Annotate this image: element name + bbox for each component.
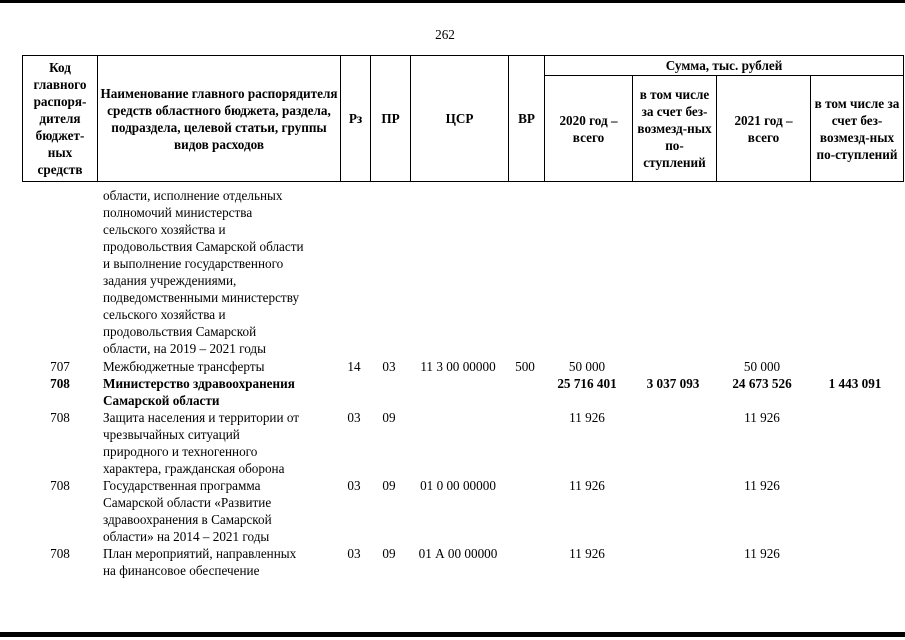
- row-pr: 03: [382, 359, 396, 374]
- continuation-line: продовольствия Самарской: [103, 324, 257, 339]
- continuation-line: сельского хозяйства и: [103, 307, 226, 322]
- header-code: Код главного распоря-дителя бюджет-ных средств: [23, 56, 98, 182]
- table-header: [22, 55, 904, 182]
- row-2020-total: 11 926: [569, 410, 605, 425]
- row-pr: 09: [382, 410, 396, 425]
- header-2020-total: 2020 год – всего: [545, 76, 633, 182]
- continuation-line: продовольствия Самарской области: [103, 239, 304, 254]
- row-code: 708: [50, 376, 70, 391]
- continuation-line: сельского хозяйства и: [103, 222, 226, 237]
- row-name: [103, 409, 337, 477]
- row-rz: 03: [347, 546, 361, 561]
- header-csr: ЦСР: [411, 56, 509, 182]
- continuation-text: [103, 187, 337, 357]
- header-2020-free: в том числе за счет без-возмезд-ных по-ступлений: [633, 76, 717, 182]
- row-2020-free: 3 037 093: [646, 376, 700, 391]
- top-rule: [0, 0, 905, 3]
- row-pr: 09: [382, 478, 396, 493]
- row-2021-total: 11 926: [744, 546, 780, 561]
- row-name-line: на финансовое обеспечение: [103, 563, 260, 578]
- row-2021-total: 11 926: [744, 478, 780, 493]
- row-code: 707: [50, 359, 70, 374]
- row-2020-total: 50 000: [568, 359, 606, 374]
- row-name-line: Самарской области «Развитие: [103, 495, 272, 510]
- header-2021-total: 2021 год – всего: [717, 76, 811, 182]
- row-2020-total: 11 926: [569, 546, 605, 561]
- header-sum: Сумма, тыс. рублей: [545, 56, 904, 76]
- row-rz: 03: [347, 478, 361, 493]
- continuation-line: области, на 2019 – 2021 годы: [103, 341, 266, 356]
- header-pr: ПР: [371, 56, 411, 182]
- row-name: [103, 477, 337, 545]
- row-2021-total: 24 673 526: [732, 376, 792, 391]
- row-name: [103, 375, 337, 409]
- row-name-line: Межбюджетные трансферты: [103, 359, 265, 374]
- row-rz: 14: [347, 359, 361, 374]
- row-name-line: природного и техногенного: [103, 444, 258, 459]
- row-code: 708: [50, 478, 70, 493]
- row-name-line: Самарской области: [103, 393, 220, 408]
- bottom-rule: [0, 632, 905, 637]
- row-2020-total: 11 926: [569, 478, 605, 493]
- row-name: [103, 545, 337, 579]
- row-2021-free: 1 443 091: [828, 376, 882, 391]
- row-2021-total: 11 926: [744, 410, 780, 425]
- row-name-line: области» на 2014 – 2021 годы: [103, 529, 270, 544]
- continuation-line: области, исполнение отдельных: [103, 188, 283, 203]
- row-rz: 03: [347, 410, 361, 425]
- row-name-line: Государственная программа: [103, 478, 261, 493]
- header-name: Наименование главного распорядителя средств областного бюджета, раздела, подраздела, целевой статьи, группы видов расходов: [98, 56, 341, 182]
- row-vr: 500: [515, 359, 535, 374]
- page-number: 262: [435, 27, 455, 42]
- row-pr: 09: [382, 546, 396, 561]
- header-2021-free: в том числе за счет без-возмезд-ных по-ступлений: [811, 76, 904, 182]
- continuation-line: подведомственными министерству: [103, 290, 300, 305]
- row-2021-total: 50 000: [743, 359, 781, 374]
- continuation-line: полномочий министерства: [103, 205, 253, 220]
- row-name-line: здравоохранения в Самарской: [103, 512, 272, 527]
- row-code: 708: [50, 410, 70, 425]
- continuation-line: и выполнение государственного: [103, 256, 284, 271]
- row-2020-total: 25 716 401: [557, 376, 617, 391]
- row-code: 708: [50, 546, 70, 561]
- row-csr: 11 3 00 00000: [420, 359, 496, 374]
- row-name-line: Министерство здравоохранения: [103, 376, 295, 391]
- row-csr: 01 А 00 00000: [418, 546, 498, 561]
- row-name-line: характера, гражданская оборона: [103, 461, 285, 476]
- row-csr: 01 0 00 00000: [420, 478, 496, 493]
- row-name-line: План мероприятий, направленных: [103, 546, 297, 561]
- header-vr: ВР: [509, 56, 545, 182]
- header-rz: Рз: [341, 56, 371, 182]
- continuation-line: задания учреждениями,: [103, 273, 237, 288]
- row-name-line: чрезвычайных ситуаций: [103, 427, 240, 442]
- row-name-line: Защита населения и территории от: [103, 410, 300, 425]
- row-name: [103, 358, 337, 375]
